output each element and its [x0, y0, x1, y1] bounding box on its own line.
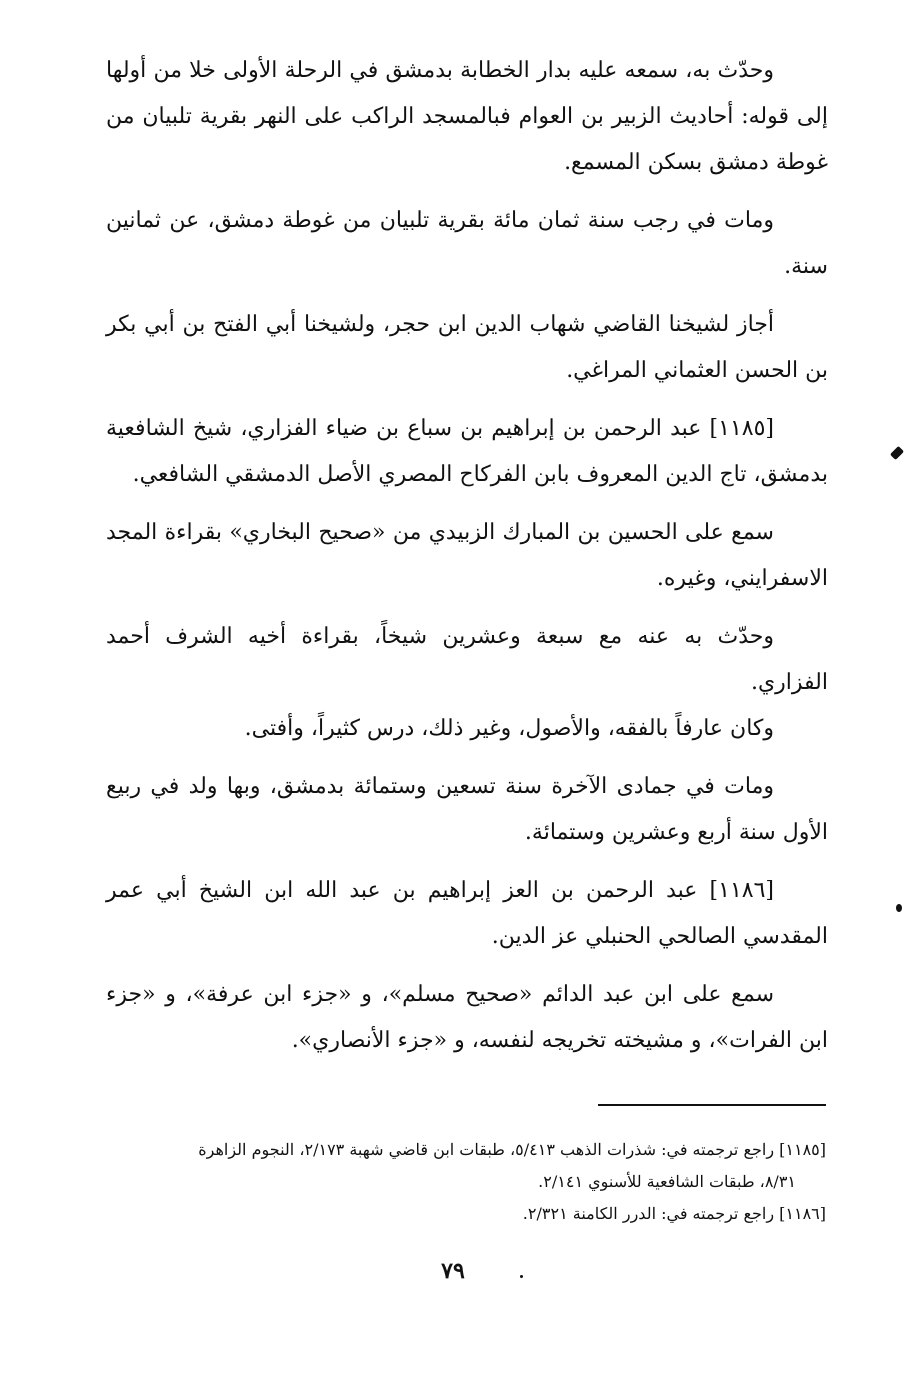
- entry-1185-heading: [١١٨٥] عبد الرحمن بن إبراهيم بن سباع بن ضياء الفزاري، شيخ الشافعية بدمشق، تاج الدين المعروف بابن الفركاح المصري الأصل الدمشقي الشافعي.: [106, 416, 828, 487]
- footnotes: [100, 1134, 826, 1230]
- footnote-1185-line-2-text: ٨/٣١، طبقات الشافعية للأسنوي ٢/١٤١.: [538, 1172, 796, 1191]
- footnote-separator: [598, 1104, 826, 1106]
- footnote-1185-line-2: [100, 1166, 826, 1198]
- margin-mark: [890, 446, 904, 460]
- entry-1186-heading: [١١٨٦] عبد الرحمن بن العز إبراهيم بن عبد الله ابن الشيخ أبي عمر المقدسي الصالحي الحنبلي عز الدين.: [106, 878, 828, 949]
- entry-1185-sama: سمع على الحسين بن المبارك الزبيدي من «صحيح البخاري» بقراءة المجد الاسفرايني، وغيره.: [106, 520, 828, 591]
- margin-mark: [896, 904, 902, 912]
- footnote-1186: [١١٨٦] راجع ترجمته في: الدرر الكامنة ٢/٣٢١.: [522, 1204, 826, 1223]
- paragraph-ijaza: أجاز لشيخنا القاضي شهاب الدين ابن حجر، ولشيخنا أبي الفتح بن أبي بكر بن الحسن العثماني المراغي.: [106, 312, 828, 383]
- entry-1185-description: وكان عارفاً بالفقه، والأصول، وغير ذلك، درس كثيراً، وأفتى.: [244, 716, 774, 741]
- footnote-1185-line-1: [١١٨٥] راجع ترجمته في: شذرات الذهب ٥/٤١٣، طبقات ابن قاضي شهبة ٢/١٧٣، النجوم الزاهرة: [198, 1140, 826, 1159]
- scan-speck: [520, 1275, 523, 1278]
- entry-1185-death: ومات في جمادى الآخرة سنة تسعين وستمائة بدمشق، وبها ولد في ربيع الأول سنة أربع وعشرين وستمائة.: [106, 774, 828, 845]
- entry-1186-sama: سمع على ابن عبد الدائم «صحيح مسلم»، و «جزء ابن عرفة»، و «جزء ابن الفرات»، و مشيخته تخريجه لنفسه، و «جزء الأنصاري».: [106, 982, 828, 1053]
- entry-1185-tahdith: وحدّث به عنه مع سبعة وعشرين شيخاً، بقراءة أخيه الشرف أحمد الفزاري.: [106, 624, 828, 695]
- main-text: [106, 48, 828, 1076]
- paragraph-hadith-narration: وحدّث به، سمعه عليه بدار الخطابة بدمشق في الرحلة الأولى خلا من أولها إلى قوله: أحاديث الزبير بن العوام فبالمسجد الراكب على النهر بقرية تلبيان من غوطة دمشق بسكن المسمع.: [106, 58, 828, 175]
- page-number: ٧٩: [441, 1258, 465, 1284]
- paragraph-death-date: ومات في رجب سنة ثمان مائة بقرية تلبيان من غوطة دمشق، عن ثمانين سنة.: [106, 208, 828, 279]
